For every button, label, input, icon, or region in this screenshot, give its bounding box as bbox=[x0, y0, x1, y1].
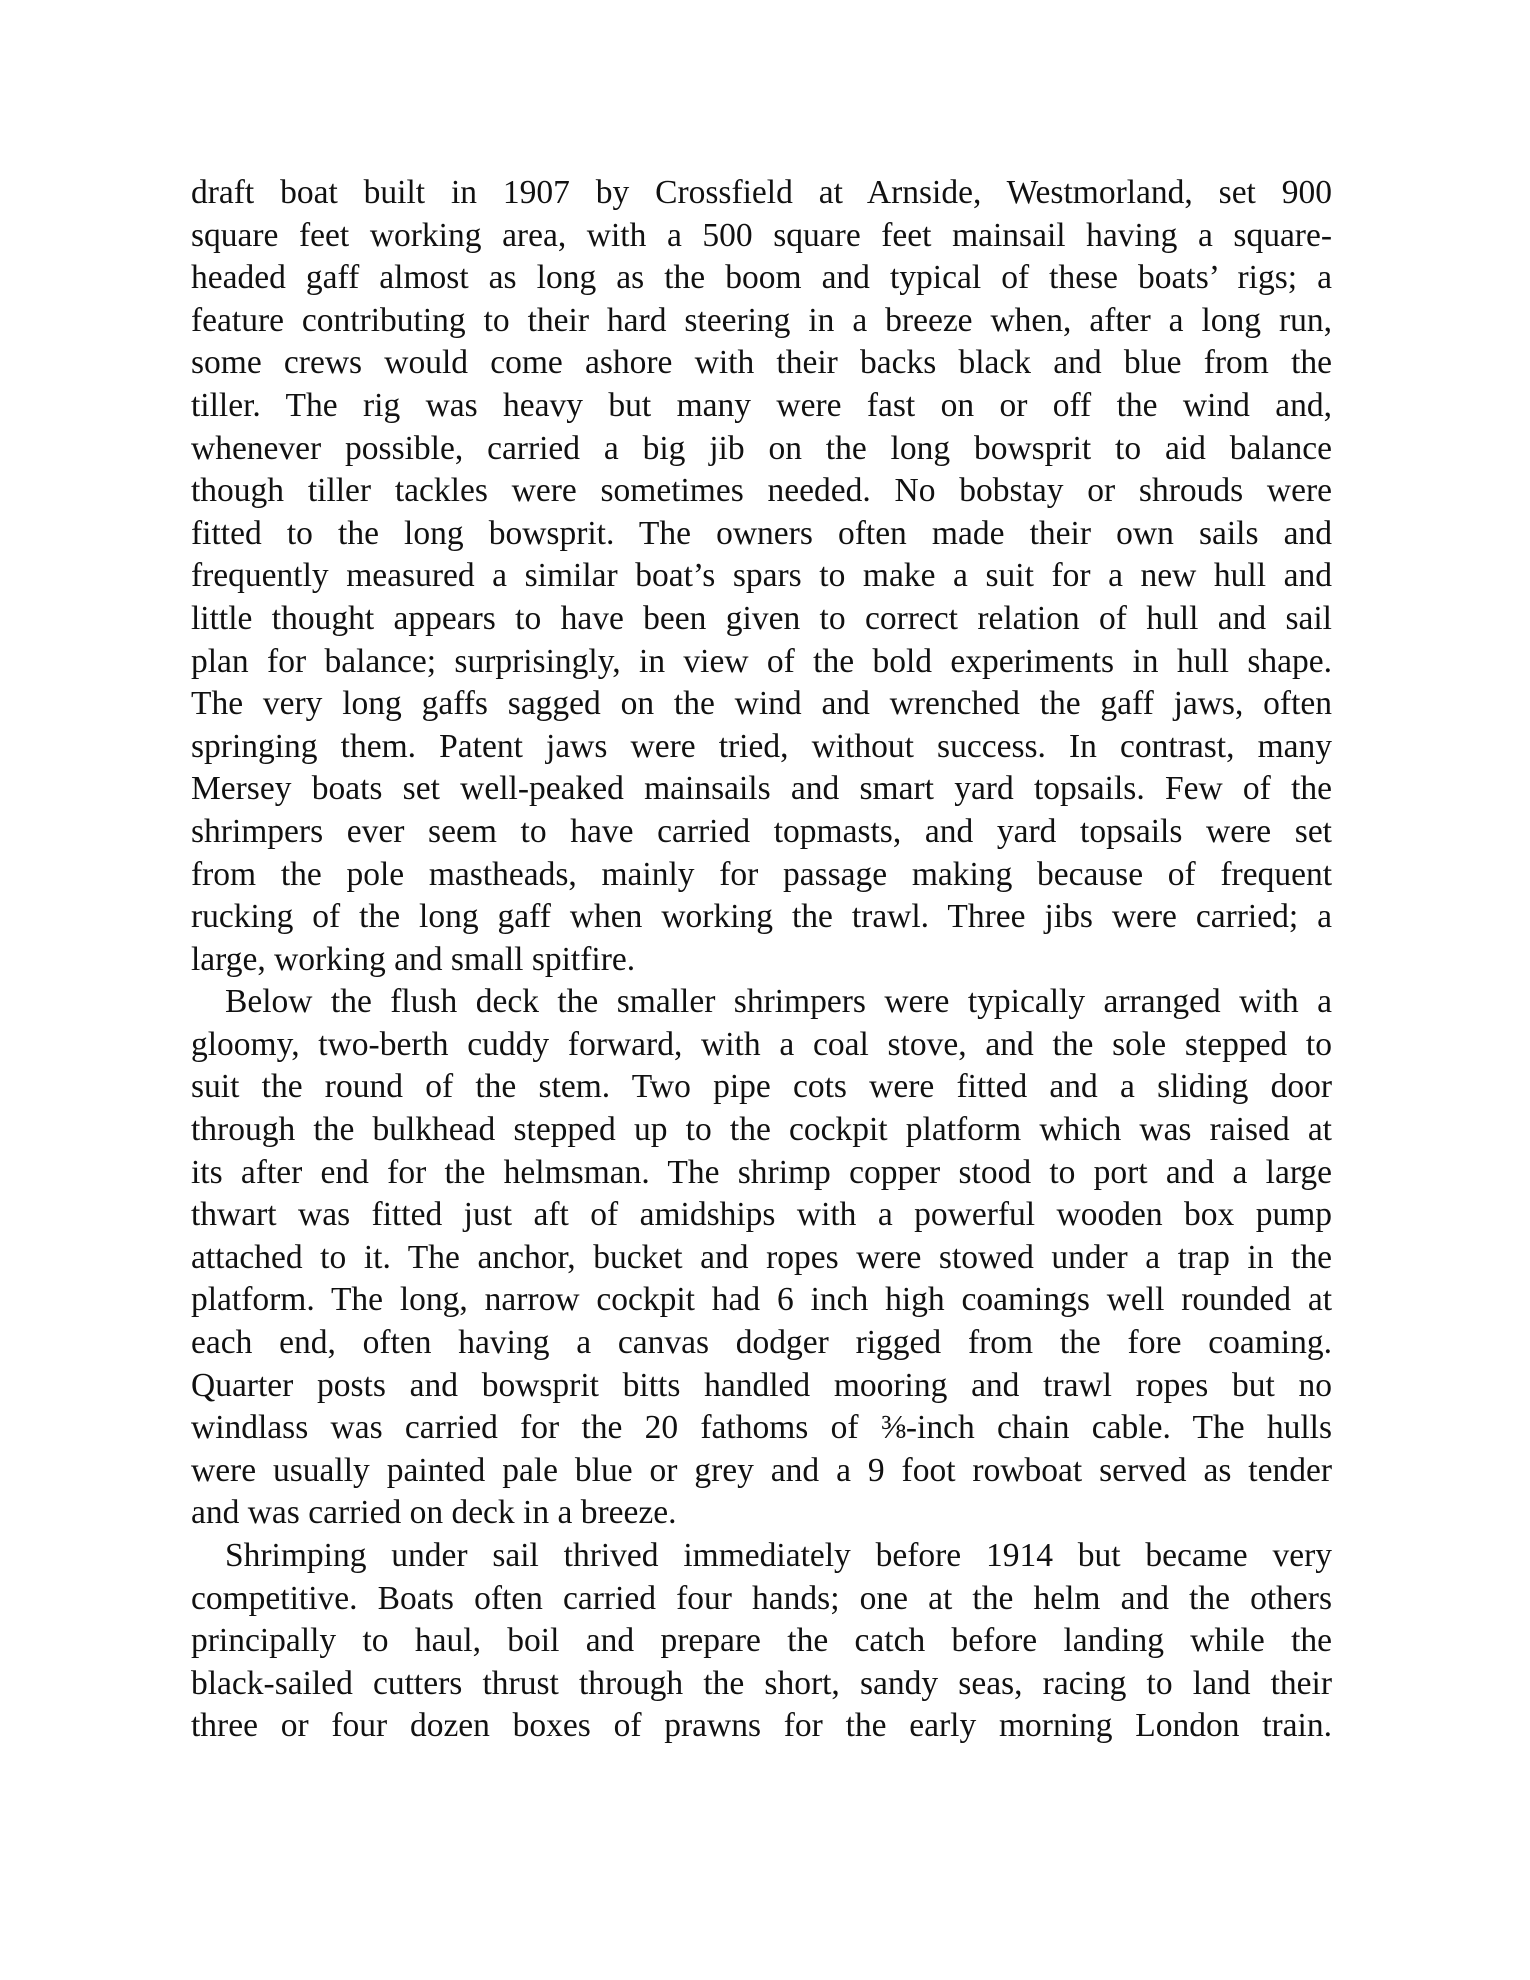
text-line: tiller. The rig was heavy but many were fast on or off the wind and, bbox=[191, 386, 1332, 424]
text-line: attached to it. The anchor, bucket and ropes were stowed under a trap in the bbox=[191, 1238, 1332, 1276]
text-line: and was carried on deck in a breeze. bbox=[191, 1494, 677, 1532]
text-line: through the bulkhead stepped up to the cockpit platform which was raised at bbox=[191, 1111, 1332, 1149]
text-line: though tiller tackles were sometimes needed. No bobstay or shrouds were bbox=[191, 472, 1332, 510]
text-line: black-sailed cutters thrust through the short, sandy seas, racing to land their bbox=[191, 1664, 1332, 1702]
text-line: thwart was fitted just aft of amidships with a powerful wooden box pump bbox=[191, 1196, 1332, 1234]
text-line: feature contributing to their hard steering in a breeze when, after a long run, bbox=[191, 301, 1332, 339]
text-line: large, working and small spitfire. bbox=[191, 940, 636, 978]
paragraph-below-deck bbox=[191, 981, 1332, 1535]
text-line: three or four dozen boxes of prawns for the early morning London train. bbox=[191, 1707, 1332, 1745]
text-line: plan for balance; surprisingly, in view of the bold experiments in hull shape. bbox=[191, 642, 1332, 680]
text-line: shrimpers ever seem to have carried topmasts, and yard topsails were set bbox=[191, 812, 1332, 850]
text-line: whenever possible, carried a big jib on the long bowsprit to aid balance bbox=[191, 429, 1332, 467]
text-line: from the pole mastheads, mainly for passage making because of frequent bbox=[191, 855, 1332, 893]
text-line: were usually painted pale blue or grey and a 9 foot rowboat served as tender bbox=[191, 1451, 1332, 1489]
text-line: fitted to the long bowsprit. The owners often made their own sails and bbox=[191, 514, 1332, 552]
text-line: rucking of the long gaff when working the trawl. Three jibs were carried; a bbox=[191, 898, 1332, 936]
text-line: windlass was carried for the 20 fathoms of ⅜-inch chain cable. The hulls bbox=[191, 1409, 1332, 1447]
paragraph-rigging bbox=[191, 172, 1332, 981]
text-line: frequently measured a similar boat’s spars to make a suit for a new hull and bbox=[191, 557, 1332, 595]
paragraph-shrimping bbox=[191, 1535, 1332, 1748]
text-line: suit the round of the stem. Two pipe cots were fitted and a sliding door bbox=[191, 1068, 1332, 1106]
text-line: Shrimping under sail thrived immediately before 1914 but became very bbox=[225, 1537, 1332, 1574]
document-page bbox=[191, 172, 1332, 1748]
text-line: its after end for the helmsman. The shrimp copper stood to port and a large bbox=[191, 1153, 1332, 1191]
text-line: competitive. Boats often carried four hands; one at the helm and the others bbox=[191, 1579, 1332, 1617]
text-line: Mersey boats set well-peaked mainsails and smart yard topsails. Few of the bbox=[191, 770, 1332, 808]
text-line: springing them. Patent jaws were tried, without success. In contrast, many bbox=[191, 727, 1332, 765]
text-line: Below the flush deck the smaller shrimpers were typically arranged with a bbox=[225, 983, 1332, 1021]
text-line: draft boat built in 1907 by Crossfield at Arnside, Westmorland, set 900 bbox=[191, 174, 1332, 211]
text-line: each end, often having a canvas dodger rigged from the fore coaming. bbox=[191, 1324, 1332, 1362]
text-line: principally to haul, boil and prepare the catch before landing while the bbox=[191, 1622, 1332, 1660]
text-line: The very long gaffs sagged on the wind and wrenched the gaff jaws, often bbox=[191, 685, 1332, 723]
text-line: headed gaff almost as long as the boom and typical of these boats’ rigs; a bbox=[191, 259, 1332, 297]
text-line: gloomy, two-berth cuddy forward, with a coal stove, and the sole stepped to bbox=[191, 1025, 1332, 1063]
text-line: Quarter posts and bowsprit bitts handled mooring and trawl ropes but no bbox=[191, 1366, 1332, 1404]
text-line: little thought appears to have been given to correct relation of hull and sail bbox=[191, 599, 1332, 637]
text-line: platform. The long, narrow cockpit had 6 inch high coamings well rounded at bbox=[191, 1281, 1332, 1319]
text-line: some crews would come ashore with their backs black and blue from the bbox=[191, 344, 1332, 382]
text-line: square feet working area, with a 500 square feet mainsail having a square- bbox=[191, 216, 1332, 254]
